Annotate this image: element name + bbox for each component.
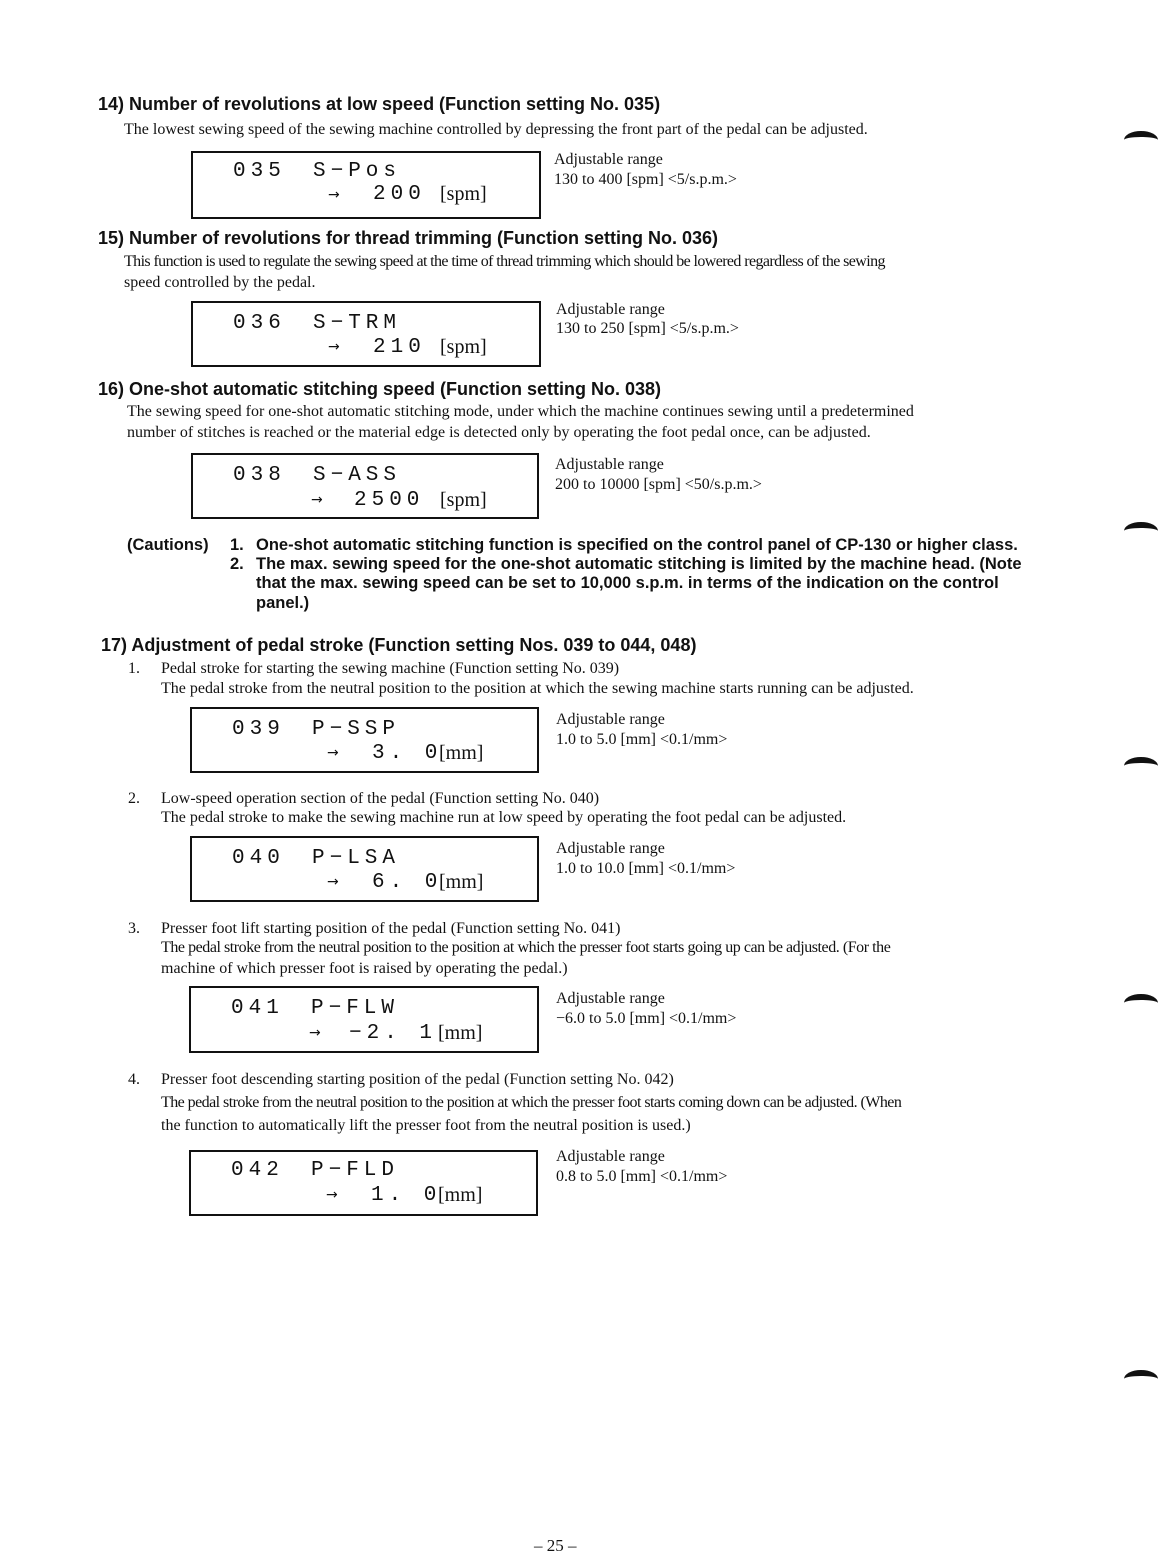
- range-value: 200 to 10000 [spm] <50/s.p.m.>: [555, 476, 762, 493]
- item-1-description: The pedal stroke from the neutral position to the position at which the sewing machine starts running can be adjusted.: [161, 680, 914, 697]
- range-value: −6.0 to 5.0 [mm] <0.1/mm>: [556, 1010, 737, 1027]
- display-panel-035: [191, 151, 541, 219]
- item-3-description-line1: The pedal stroke from the neutral position to the position at which the presser foot starts going up can be adjusted. (For the: [161, 939, 891, 956]
- range-value: 1.0 to 5.0 [mm] <0.1/mm>: [556, 731, 728, 748]
- display-panel-036: [191, 301, 541, 367]
- setting-value: 210: [373, 336, 426, 359]
- display-panel-040: [190, 836, 539, 902]
- display-panel-041: [189, 986, 539, 1053]
- item-3-number: 3.: [128, 920, 140, 937]
- arrow-right-icon: →: [327, 874, 339, 890]
- setting-value: 1. 0: [371, 1184, 442, 1207]
- function-abbreviation: S−ASS: [313, 464, 402, 487]
- function-abbreviation: P−FLW: [311, 997, 400, 1020]
- section-17-title: 17) Adjustment of pedal stroke (Function setting Nos. 039 to 044, 048): [101, 635, 697, 655]
- section-16-description-line1: The sewing speed for one-shot automatic stitching mode, under which the machine continues sewing until a predetermined: [127, 403, 914, 420]
- range-label: Adjustable range: [556, 1148, 665, 1165]
- caution-1-text: One-shot automatic stitching function is specified on the control panel of CP-130 or higher class.: [256, 536, 1018, 554]
- item-2-heading: Low-speed operation section of the pedal (Function setting No. 040): [161, 790, 600, 807]
- page-number: – 25 –: [534, 1536, 577, 1555]
- range-value: 130 to 250 [spm] <5/s.p.m.>: [556, 320, 739, 337]
- setting-unit: [mm]: [439, 871, 484, 893]
- item-3-heading: Presser foot lift starting position of the pedal (Function setting No. 041): [161, 920, 621, 937]
- item-4-number: 4.: [128, 1071, 140, 1088]
- function-code: 039: [232, 718, 285, 741]
- setting-value: 200: [373, 183, 426, 206]
- item-2-number: 2.: [128, 790, 140, 807]
- setting-unit: [spm]: [440, 489, 487, 511]
- item-4-description-line1: The pedal stroke from the neutral position to the position at which the presser foot starts coming down can be adjusted. (When: [161, 1094, 902, 1111]
- range-label: Adjustable range: [556, 840, 665, 857]
- arrow-right-icon: →: [326, 1187, 338, 1203]
- function-abbreviation: S−Pos: [313, 160, 402, 183]
- item-2-description: The pedal stroke to make the sewing machine run at low speed by operating the foot pedal can be adjusted.: [161, 809, 847, 826]
- arrow-right-icon: →: [328, 339, 340, 355]
- setting-value: −2. 1: [349, 1022, 438, 1045]
- range-label: Adjustable range: [556, 301, 665, 318]
- setting-unit: [mm]: [439, 742, 484, 764]
- binder-hole-mark: [1124, 1370, 1158, 1388]
- binder-hole-mark: [1124, 994, 1158, 1012]
- caution-2-text-line2: that the max. sewing speed can be set to 10,000 s.p.m. in terms of the indication on the control: [256, 574, 999, 592]
- item-4-description-line2: the function to automatically lift the presser foot from the neutral position is used.): [161, 1117, 691, 1134]
- arrow-right-icon: →: [309, 1025, 321, 1041]
- setting-value: 2500: [354, 489, 425, 512]
- function-code: 036: [233, 312, 286, 335]
- setting-unit: [mm]: [438, 1184, 483, 1206]
- range-value: 0.8 to 5.0 [mm] <0.1/mm>: [556, 1168, 728, 1185]
- function-code: 038: [233, 464, 286, 487]
- setting-unit: [spm]: [440, 183, 487, 205]
- section-15-description-line1: This function is used to regulate the sewing speed at the time of thread trimming which should be lowered regardless of the sewing: [124, 253, 885, 270]
- range-label: Adjustable range: [556, 990, 665, 1007]
- cautions-label: (Cautions): [127, 536, 209, 554]
- display-panel-039: [190, 707, 539, 773]
- arrow-right-icon: →: [311, 492, 323, 508]
- item-3-description-line2: machine of which presser foot is raised by operating the pedal.): [161, 960, 568, 977]
- range-value: 130 to 400 [spm] <5/s.p.m.>: [554, 171, 737, 188]
- section-14-description: The lowest sewing speed of the sewing machine controlled by depressing the front part of the pedal can be adjusted.: [124, 121, 868, 138]
- function-code: 040: [232, 847, 285, 870]
- function-code: 041: [231, 997, 284, 1020]
- arrow-right-icon: →: [327, 745, 339, 761]
- binder-hole-mark: [1124, 131, 1158, 149]
- binder-hole-mark: [1124, 757, 1158, 775]
- display-panel-038: [191, 453, 539, 519]
- section-15-title: 15) Number of revolutions for thread trimming (Function setting No. 036): [98, 228, 719, 248]
- function-abbreviation: P−SSP: [312, 718, 401, 741]
- range-label: Adjustable range: [556, 711, 665, 728]
- arrow-right-icon: →: [328, 187, 340, 203]
- caution-2-text-line1: The max. sewing speed for the one-shot automatic stitching is limited by the machine head. (Note: [256, 555, 1022, 573]
- function-abbreviation: S−TRM: [313, 312, 402, 335]
- setting-unit: [spm]: [440, 336, 487, 358]
- binder-hole-mark: [1124, 522, 1158, 540]
- range-label: Adjustable range: [555, 456, 664, 473]
- function-code: 042: [231, 1159, 284, 1182]
- setting-unit: [mm]: [438, 1022, 483, 1044]
- caution-2-text-line3: panel.): [256, 594, 310, 612]
- setting-value: 3. 0: [372, 742, 443, 765]
- function-code: 035: [233, 160, 286, 183]
- function-abbreviation: P−FLD: [311, 1159, 400, 1182]
- section-16-title: 16) One-shot automatic stitching speed (Function setting No. 038): [98, 379, 662, 399]
- section-15-description-line2: speed controlled by the pedal.: [124, 274, 316, 291]
- caution-1-number: 1.: [230, 536, 244, 554]
- setting-value: 6. 0: [372, 871, 443, 894]
- item-4-heading: Presser foot descending starting position of the pedal (Function setting No. 042): [161, 1071, 674, 1088]
- display-panel-042: [189, 1150, 538, 1216]
- section-14-title: 14) Number of revolutions at low speed (Function setting No. 035): [98, 94, 661, 114]
- item-1-heading: Pedal stroke for starting the sewing machine (Function setting No. 039): [161, 660, 620, 677]
- section-16-description-line2: number of stitches is reached or the material edge is detected only by operating the foot pedal once, can be adjusted.: [127, 424, 871, 441]
- range-label: Adjustable range: [554, 151, 663, 168]
- caution-2-number: 2.: [230, 555, 244, 573]
- function-abbreviation: P−LSA: [312, 847, 401, 870]
- item-1-number: 1.: [128, 660, 140, 677]
- range-value: 1.0 to 10.0 [mm] <0.1/mm>: [556, 860, 736, 877]
